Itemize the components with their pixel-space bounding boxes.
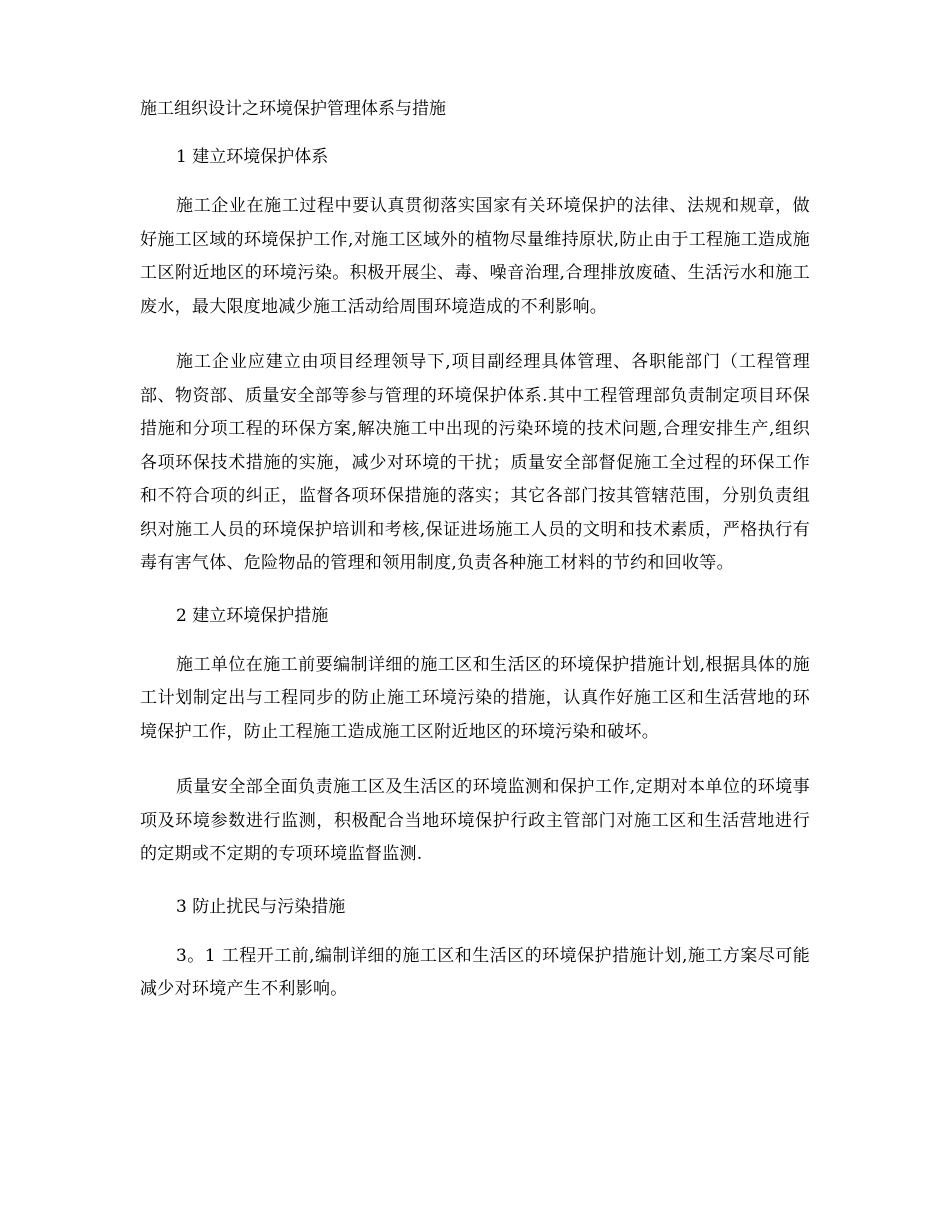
section-3-paragraph-1: 3。1 工程开工前,编制详细的施工区和生活区的环境保护措施计划,施工方案尽可能减少对环境产生不利影响。 xyxy=(140,945,810,999)
section-heading-2: 2 建立环境保护措施 xyxy=(176,605,329,626)
section-1-paragraph-2: 施工企业应建立由项目经理领导下,项目副经理具体管理、各职能部门（工程管理部、物资部、质量安全部等参与管理的环境保护体系.其中工程管理部负责制定项目环保措施和分项工程的环保方案,解决施工中出现的污染环境的技术问题,合理安排生产,组织各项环保技术措施的实施，减少对环境的干扰；质量安全部督促施工全过程的环保工作和不符合项的纠正，监督各项环保措施的落实；其它各部门按其管辖范围，分别负责组织对施工人员的环境保护培训和考核,保证进场施工人员的文明和技术素质，严格执行有毒有害气体、危险物品的管理和领用制度,负责各种施工材料的节约和回收等。 xyxy=(140,352,810,573)
section-heading-1: 1 建立环境保护体系 xyxy=(176,147,329,167)
section-1-paragraph-1: 施工企业在施工过程中要认真贯彻落实国家有关环境保护的法律、法规和规章，做好施工区域的环境保护工作,对施工区域外的植物尽量维持原状,防止由于工程施工造成施工区附近地区的环境污染。积极开展尘、毒、噪音治理,合理排放废碴、生活污水和施工废水，最大限度地减少施工活动给周围环境造成的不利影响。 xyxy=(140,196,810,317)
section-heading-3: 3 防止扰民与污染措施 xyxy=(176,896,346,917)
section-2-paragraph-1: 施工单位在施工前要编制详细的施工区和生活区的环境保护措施计划,根据具体的施工计划制定出与工程同步的防止施工环境污染的措施，认真作好施工区和生活营地的环境保护工作，防止工程施工造成施工区附近地区的环境污染和破坏。 xyxy=(140,654,810,742)
section-2-paragraph-2: 质量安全部全面负责施工区及生活区的环境监测和保护工作,定期对本单位的环境事项及环境参数进行监测，积极配合当地环境保护行政主管部门对施工区和生活营地进行的定期或不定期的专项环境监督监测. xyxy=(140,777,810,864)
document-title: 施工组织设计之环境保护管理体系与措施 xyxy=(140,99,446,119)
